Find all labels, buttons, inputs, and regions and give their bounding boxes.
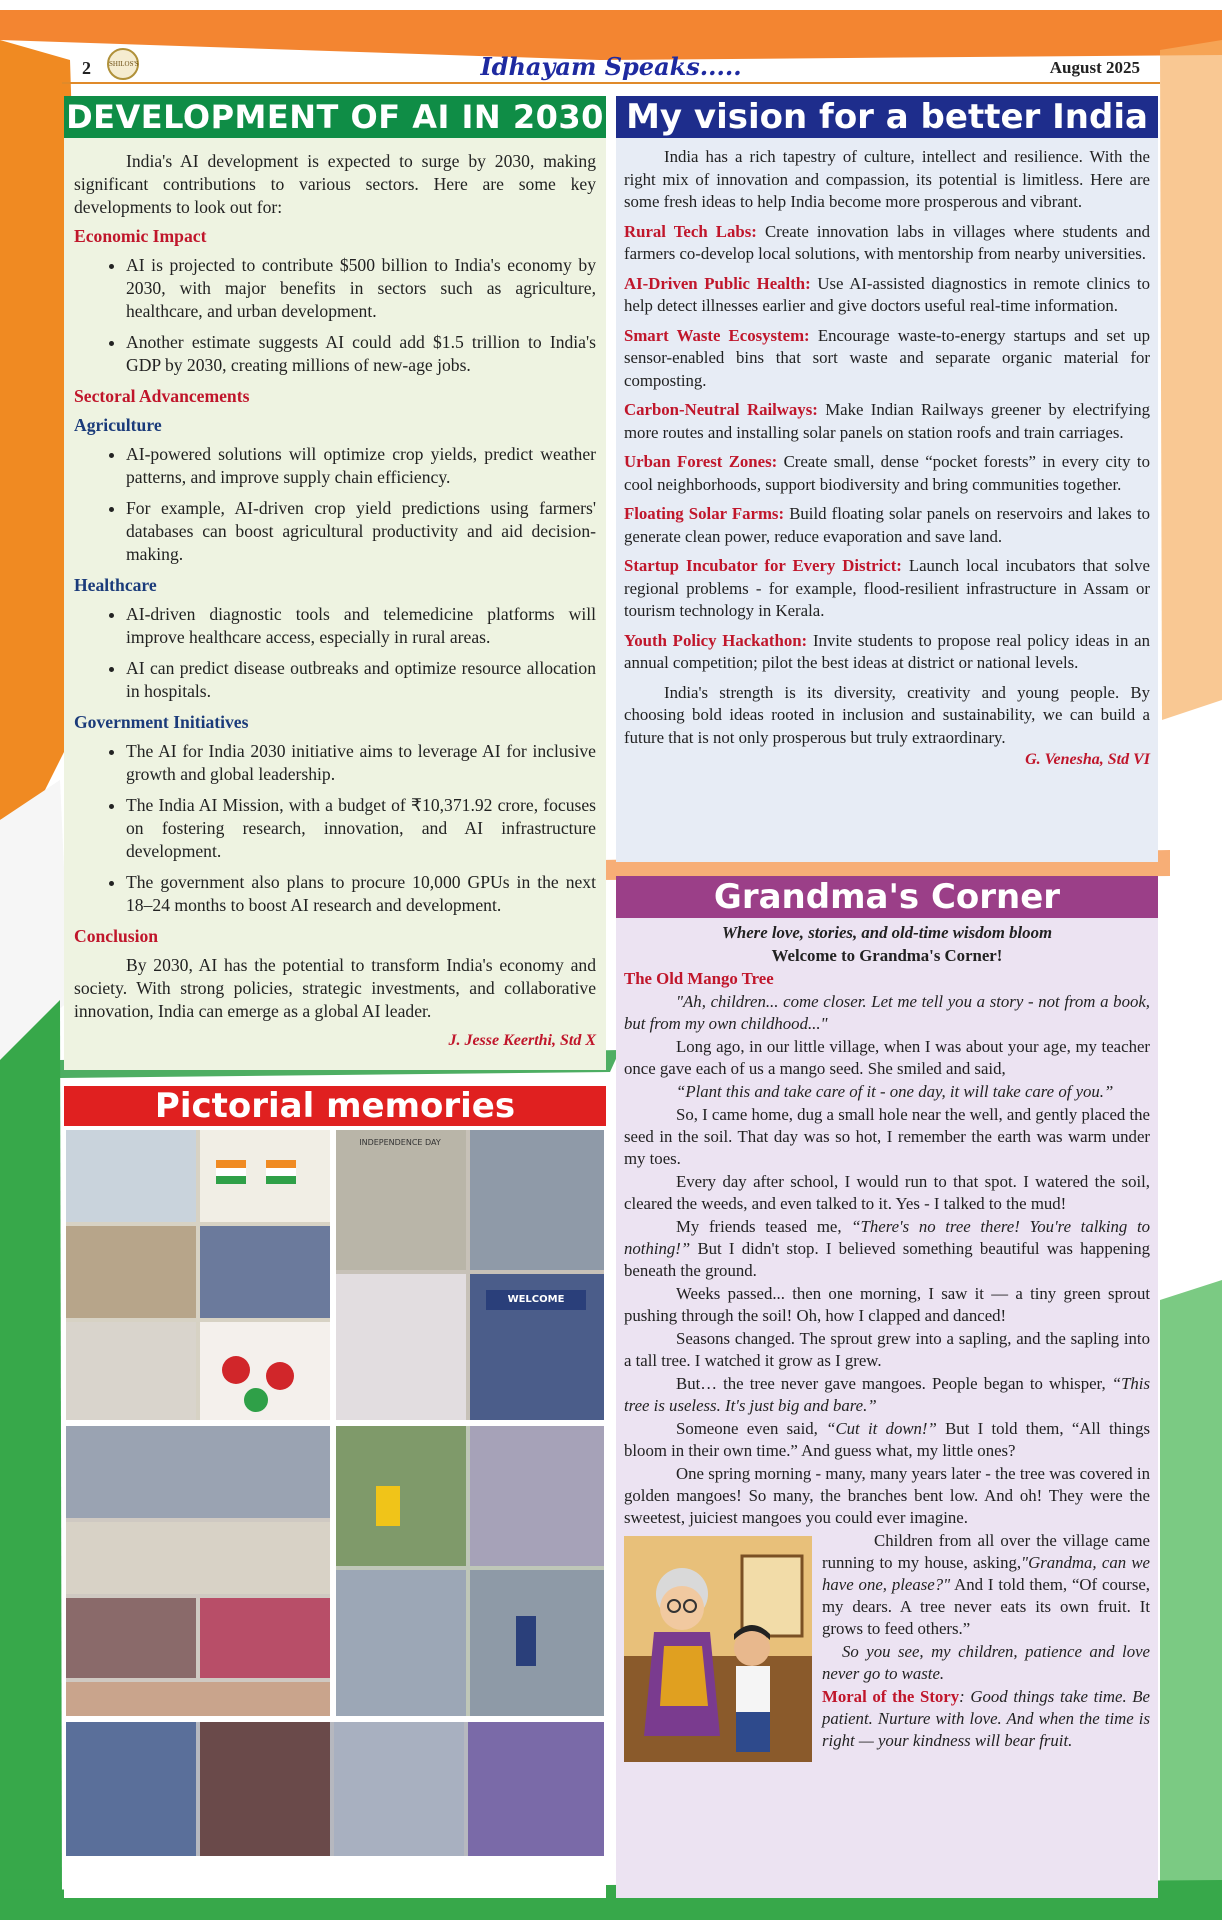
economic-heading: Economic Impact: [74, 226, 207, 246]
story-paragraph: "Ah, children... come closer. Let me tell you a story - not from a book, but from my own childhood...": [624, 992, 1150, 1033]
collage-image: [336, 1130, 604, 1420]
banner-sign: INDEPENDENCE DAY: [359, 1138, 441, 1147]
idea-label: Startup Incubator for Every District:: [624, 556, 902, 575]
list-item: • AI can predict disease outbreaks and optimize resource allocation in hospitals.: [126, 657, 596, 703]
list-item: • AI-driven diagnostic tools and telemedicine platforms will improve healthcare access, especially in rural areas.: [126, 603, 596, 649]
idea-item: [624, 555, 1150, 623]
pictorial-memories: [64, 1086, 606, 1898]
story-paragraph: Every day after school, I would run to that spot. I watered the soil, cleared the weeds, and even talked to it. Yes - I talked to the mud!: [624, 1172, 1150, 1213]
idea-text: Use AI-assisted diagnostics in remote clinics to help detect illnesses earlier and give doctors useful real-time information.: [624, 273, 1150, 315]
story-paragraph: “Plant this and take care of it - one day, it will take care of you.”: [676, 1082, 1114, 1101]
ai-conclusion: By 2030, AI has the potential to transform India's economy and society. With strong policies, strategic investments, and collaborative innovation, India can emerge as a global AI leader.: [74, 955, 596, 1021]
grandma-tagline: Where love, stories, and old-time wisdom bloom: [721, 923, 1053, 942]
story-quote: “Cut it down!”: [826, 1419, 937, 1438]
healthcare-list: [74, 603, 596, 703]
green-stroke-right: [1160, 1280, 1222, 1920]
sectoral-heading: Sectoral Advancements: [74, 386, 250, 406]
story-text: But I told them, “All things bloom in their own time.” And guess what, my little ones?: [624, 1419, 1150, 1460]
page-header: [62, 48, 1160, 84]
photo-collage-activities: [66, 1130, 330, 1420]
story-paragraph: So, I came home, dug a small hole near the well, and gently placed the seed in the soil. That day was so hot, I remember the earth was warm under my toes.: [624, 1105, 1150, 1168]
moral-label: Moral of the Story: [822, 1687, 960, 1706]
story-paragraph: Seasons changed. The sprout grew into a sapling, and the sapling into a tall tree. I watched it grow as I grew.: [624, 1329, 1150, 1370]
moral-text: : Good things take time. Be patient. Nurture with love. And when the time is right — your kindness will bear fruit.: [822, 1687, 1150, 1750]
idea-text: Launch local incubators that solve regional problems - for example, flood-resilient infrastructure in Assam or tourism technology in Kerala.: [624, 556, 1150, 620]
list-item: • AI-powered solutions will optimize crop yields, predict weather patterns, and improve supply chain efficiency.: [126, 443, 596, 489]
issue-date: August 2025: [1049, 58, 1140, 77]
saffron-stroke-right: [1160, 40, 1222, 720]
story-paragraph: So you see, my children, patience and love never go to waste.: [822, 1642, 1150, 1683]
story-title: The Old Mango Tree: [624, 969, 774, 988]
story-text: Someone even said,: [676, 1419, 818, 1438]
vision-body: [616, 138, 1158, 772]
idea-item: [624, 451, 1150, 496]
page-number: 2: [82, 58, 91, 78]
story-text: My friends teased me,: [676, 1217, 842, 1236]
idea-item: [624, 399, 1150, 444]
conclusion-heading: Conclusion: [74, 926, 159, 946]
vision-title: My vision for a better India: [616, 96, 1158, 138]
idea-label: Carbon-Neutral Railways:: [624, 400, 818, 419]
collage-image: [66, 1426, 330, 1716]
list-item: • The AI for India 2030 initiative aims to leverage AI for inclusive growth and global leadership.: [126, 740, 596, 786]
collage-image: [336, 1426, 604, 1716]
vision-article: [616, 96, 1158, 862]
idea-text: Create innovation labs in villages where students and farmers co-develop local solutions, with mentorship from nearby universities.: [624, 221, 1150, 263]
idea-text: Build floating solar panels on reservoirs and lakes to generate clean power, reduce evaporation and save land.: [624, 504, 1150, 546]
ai-article-title: DEVELOPMENT OF AI IN 2030: [64, 96, 606, 138]
photo-collage-guests: [66, 1426, 330, 1716]
ai-intro: India's AI development is expected to surge by 2030, making significant contributions to various sectors. Here are some key developments to look out for:: [74, 151, 596, 217]
collage-image: [66, 1722, 604, 1856]
idea-text: Make Indian Railways greener by electrifying more routes and installing solar panels on station roofs and train carriages.: [624, 400, 1150, 442]
collage-image: [66, 1130, 330, 1420]
grandma-title: Grandma's Corner: [616, 876, 1158, 918]
green-stroke-left: [0, 1000, 62, 1920]
story-quote: “This tree is useless. It's just big and bare.”: [624, 1374, 1150, 1415]
idea-label: Youth Policy Hackathon:: [624, 630, 808, 650]
idea-text: Invite students to propose real policy ideas in an annual competition; pilot the best ideas at district or national levels.: [624, 630, 1151, 672]
idea-item: [624, 273, 1150, 318]
story-quote: "Grandma, can we have one, please?": [822, 1553, 1150, 1594]
welcome-sign: WELCOME: [507, 1294, 565, 1305]
list-item: • For example, AI-driven crop yield predictions using farmers' databases can boost agricultural productivity and aid decision-making.: [126, 497, 596, 566]
grandma-and-child-illustration: [624, 1536, 812, 1762]
list-item: • The government also plans to procure 10,000 GPUs in the next 18–24 months to boost AI research and development.: [126, 871, 596, 917]
list-item: • AI is projected to contribute $500 billion to India's economy by 2030, with major benefits in sectors such as agriculture, healthcare, and urban development.: [126, 254, 596, 323]
story-quote: “There's no tree there! You're talking to nothing!”: [624, 1217, 1150, 1258]
grandma-body: [616, 918, 1158, 1752]
idea-label: AI-Driven Public Health:: [624, 273, 811, 293]
ai-article: [64, 96, 606, 1070]
agriculture-heading: Agriculture: [74, 415, 162, 435]
grandmas-corner: [616, 876, 1158, 1898]
idea-item: [624, 630, 1150, 675]
government-heading: Government Initiatives: [74, 712, 249, 732]
pictorial-title: Pictorial memories: [64, 1086, 606, 1126]
story-paragraph: One spring morning - many, many years later - the tree was covered in golden mangoes! So many, the branches bent low. And oh! They were the sweetest, juiciest mangoes you could ever imagine.: [624, 1464, 1150, 1527]
government-list: [74, 740, 596, 917]
idea-label: Rural Tech Labs:: [624, 221, 757, 241]
masthead: Idhayam Speaks.....: [480, 52, 742, 81]
story-paragraph: [624, 1418, 1150, 1462]
economic-list: [74, 254, 596, 377]
story-text: Children from all over the village came running to my house, asking,: [822, 1531, 1150, 1572]
agriculture-list: [74, 443, 596, 566]
ai-article-body: [64, 138, 606, 1052]
idea-label: Smart Waste Ecosystem:: [624, 325, 810, 345]
photo-collage-sports: [336, 1426, 604, 1716]
idea-text: Encourage waste-to-energy startups and set up sensor-enabled bins that sort waste and separate organic material for composting.: [624, 325, 1150, 390]
story-text: But I didn't stop. I believed something beautiful was happening beneath the ground.: [624, 1239, 1150, 1280]
vision-author: G. Venesha, Std VI: [1025, 751, 1150, 768]
story-paragraph: [624, 1373, 1150, 1417]
vision-intro: India has a rich tapestry of culture, intellect and resilience. With the right mix of innovation and compassion, its potential is limitless. Here are some fresh ideas to help India become more prosperous and vibrant.: [624, 147, 1150, 211]
healthcare-heading: Healthcare: [74, 575, 157, 595]
story-text: And I told them, “Of course, my dears. A tree never eats its own fruit. It grows to feed others.”: [822, 1575, 1150, 1638]
idea-item: [624, 325, 1150, 393]
ai-author: J. Jesse Keerthi, Std X: [448, 1032, 596, 1049]
school-logo-icon: SHILOS'S: [107, 48, 139, 80]
list-item: • Another estimate suggests AI could add $1.5 trillion to India's GDP by 2030, creating millions of new-age jobs.: [126, 331, 596, 377]
list-item: • The India AI Mission, with a budget of ₹10,371.92 crore, focuses on fostering research, innovation, and AI infrastructure development.: [126, 794, 596, 863]
photo-collage-assembly: [66, 1722, 604, 1856]
idea-label: Urban Forest Zones:: [624, 452, 778, 471]
vision-closing: India's strength is its diversity, creativity and young people. By choosing bold ideas rooted in inclusion and sustainability, we can build a future that is not only prosperous but truly extraordinary.: [624, 682, 1150, 747]
idea-item: [624, 503, 1150, 548]
idea-label: Floating Solar Farms:: [624, 504, 785, 523]
story-paragraph: [624, 1216, 1150, 1282]
photo-collage-events: [336, 1130, 604, 1420]
story-text: But… the tree never gave mangoes. People began to whisper,: [676, 1374, 1106, 1393]
story-paragraph: Long ago, in our little village, when I was about your age, my teacher once gave each of us a mango seed. She smiled and said,: [624, 1037, 1150, 1078]
grandma-welcome: Welcome to Grandma's Corner!: [771, 946, 1003, 965]
idea-text: Create small, dense “pocket forests” in every city to cool neighborhoods, support biodiversity and bring communities together.: [624, 452, 1150, 494]
story-paragraph: Weeks passed... then one morning, I saw it — a tiny green sprout pushing through the soil! Oh, how I clapped and danced!: [624, 1284, 1150, 1325]
idea-item: [624, 221, 1150, 266]
